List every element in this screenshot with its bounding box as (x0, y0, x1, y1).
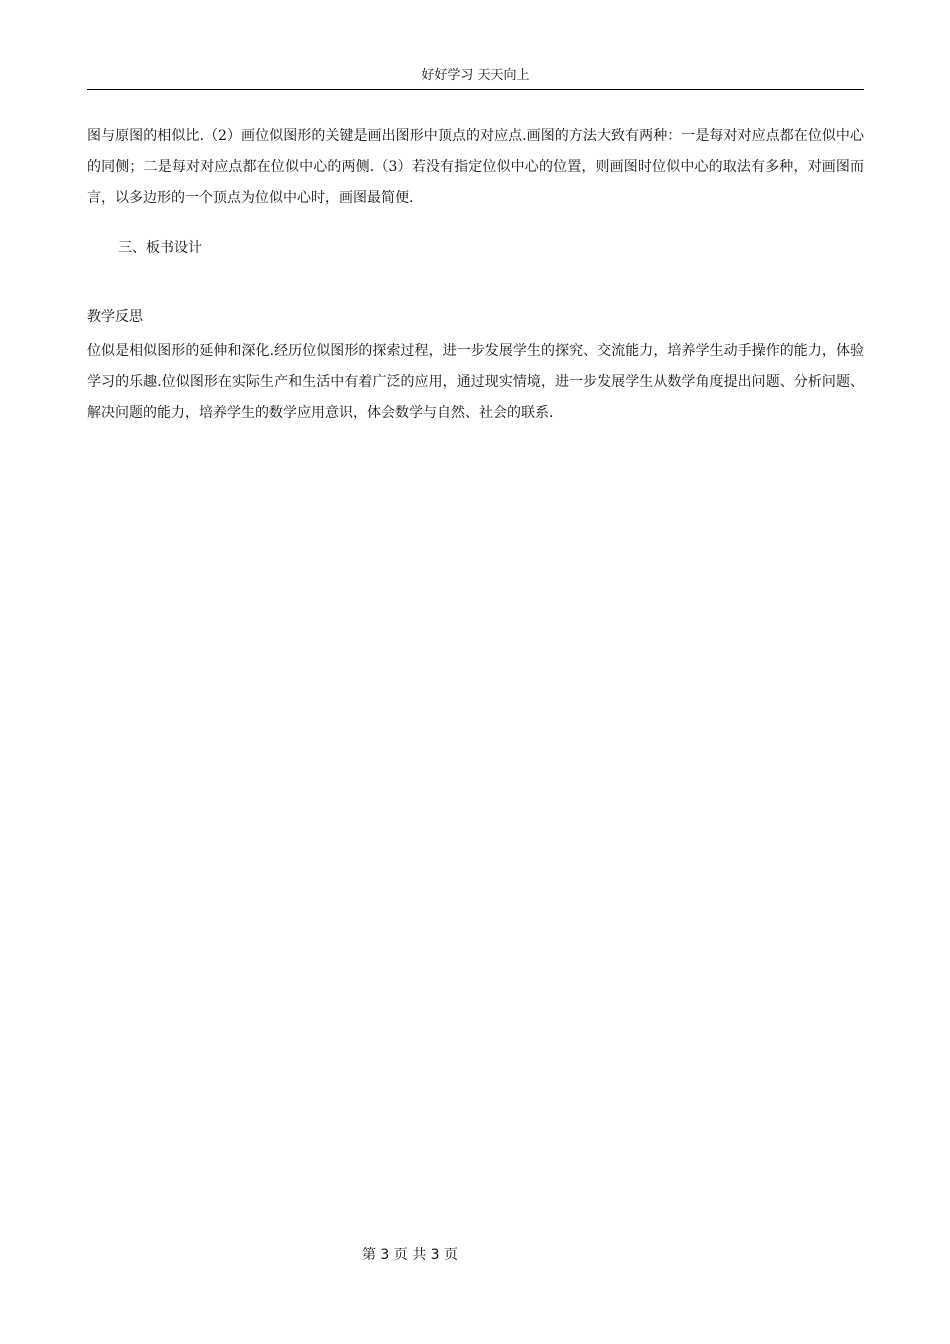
page-footer (0, 1245, 820, 1265)
section-title-teaching-reflection: 教学反思 (87, 309, 143, 325)
page-header (87, 66, 864, 90)
header-title: 好好学习 天天向上 (421, 68, 530, 83)
paragraph-reflection: 位似是相似图形的延伸和深化.经历位似图形的探索过程，进一步发展学生的探究、交流能力，培养学生动手操作的能力，体验学习的乐趣.位似图形在实际生产和生活中有着广泛的应用，通过现实情境，进一步发展学生从数学角度提出问题、分析问题、解决问题的能力，培养学生的数学应用意识，体会数学与自然、社会的联系. (87, 343, 864, 421)
page-number: 第 3 页 共 3 页 (361, 1247, 459, 1263)
paragraph-drawing-methods: 图与原图的相似比.（2）画位似图形的关键是画出图形中顶点的对应点.画图的方法大致有两种：一是每对对应点都在位似中心的同侧；二是每对对应点都在位似中心的两侧.（3）若没有指定位似中心的位置，则画图时位似中心的取法有多种，对画图而言，以多边形的一个顶点为位似中心时，画图最简便. (87, 128, 864, 206)
section-heading-board-design: 三、板书设计 (118, 240, 202, 256)
